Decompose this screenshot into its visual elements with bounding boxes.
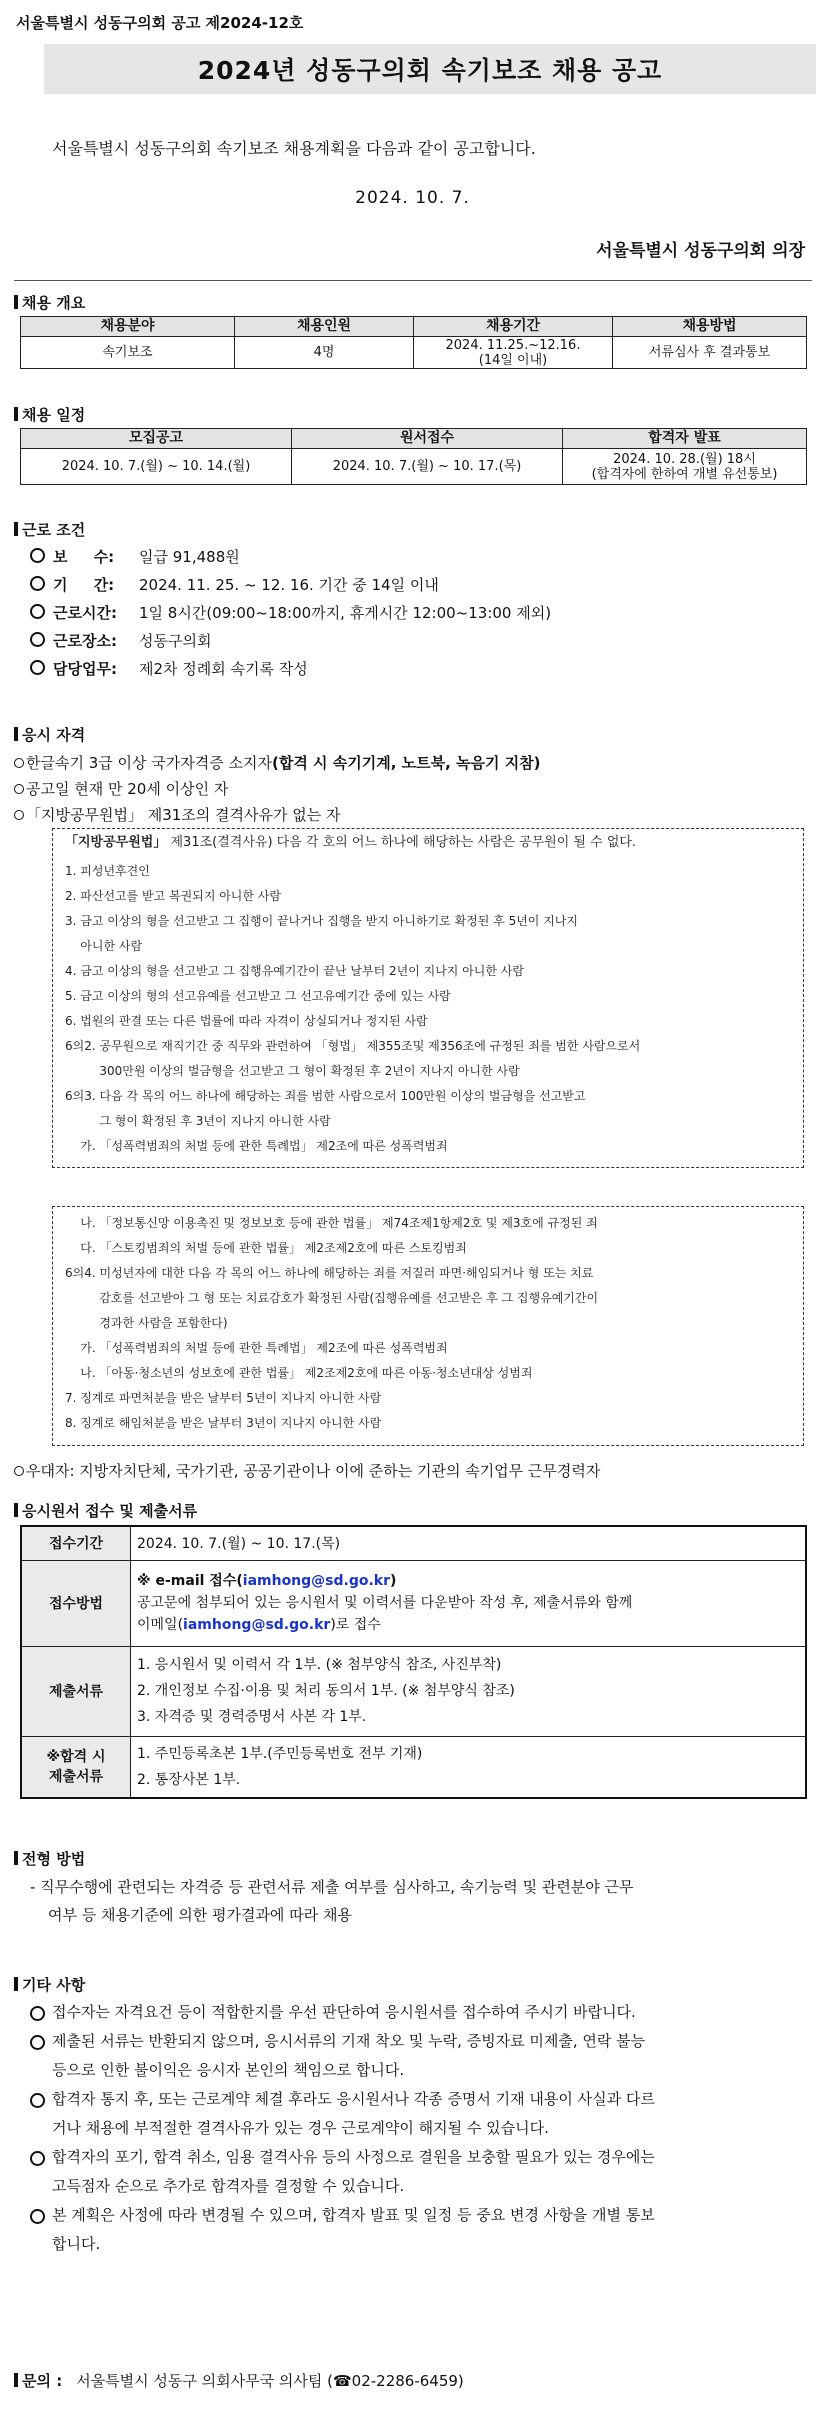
list-line: 합격자의 포기, 합격 취소, 임용 결격사유 등의 사정으로 결원을 보충할 필요가 있는 경우에는 [52,2148,655,2166]
law-line: 가. 「성폭력범죄의 처벌 등에 관한 특례법」 제2조에 따른 성폭력범죄 [65,1139,448,1153]
table-header: 채용방법 [613,317,807,337]
list-item [30,2201,810,2259]
table-cell: 4명 [235,337,414,369]
circle-bullet-icon [14,810,24,820]
row-label-line: ※합격 시 [46,1748,106,1765]
table-header: 채용분야 [21,317,235,337]
list-line: 본 계획은 사정에 따라 변경될 수 있으며, 합격자 발표 및 일정 등 중요 변경 사항을 개별 통보 [52,2206,655,2224]
list-line: 제출된 서류는 반환되지 않으며, 응시서류의 기재 착오 및 누락, 증빙자료 미제출, 연락 불능 [52,2032,646,2050]
law-line: 2. 파산선고를 받고 복권되지 아니한 사람 [65,889,281,903]
method-tail-suffix: )로 접수 [330,1617,381,1633]
schedule-table [20,428,807,485]
law-excerpt-box-1 [52,828,804,1168]
list-line: 접수자는 자격요건 등이 적합한지를 우선 판단하여 응시원서를 접수하여 주시기 바랍니다. [52,2003,636,2021]
condition-row [30,658,308,679]
law-line: 3. 금고 이상의 형을 선고받고 그 집행이 끝나거나 집행을 받지 아니하기로 확정된 후 5년이 지나지 [65,914,578,928]
table-cell: 서류심사 후 결과통보 [613,337,807,369]
condition-value: 1일 8시간(09:00~18:00까지, 휴게시간 12:00~13:00 제외) [139,604,552,622]
row-value [131,1560,807,1646]
method-head: ※ e-mail 접수(iamhong@sd.go.kr) [137,1573,397,1589]
overview-table [20,316,807,369]
row-label: 접수방법 [21,1560,131,1646]
table-header: 채용인원 [235,317,414,337]
qualification-item [14,752,541,773]
law-line: 경과한 사람을 포함한다) [65,1316,228,1330]
condition-key: 근로장소: [53,632,117,650]
method-tail [137,1614,799,1636]
section-heading-conditions: 근로 조건 [14,519,85,540]
selection-line: 여부 등 채용기준에 의한 평가결과에 따라 채용 [48,1906,352,1924]
cell-line: 2024. 11.25.~12.16. [445,337,581,353]
condition-row [30,574,439,595]
section-heading-overview: 채용 개요 [14,292,85,313]
page-title-text: 2024년 성동구의회 속기보조 채용 공고 [197,56,663,85]
list-line: 등으로 인한 불이익은 응시자 본인의 책임으로 합니다. [52,2061,405,2079]
table-cell [414,337,613,369]
preference-text: 우대자: 지방자치단체, 국가기관, 공공기관이나 이에 준하는 기관의 속기업무 근무경력자 [26,1462,601,1480]
circle-bullet-icon [30,632,45,647]
cell-line: (합격자에 한하여 개별 유선통보) [591,466,778,482]
law-line: 300만원 이상의 벌금형을 선고받고 그 형이 확정된 후 2년이 지나지 아니한 사람 [65,1064,520,1078]
doc-line: 3. 자격증 및 경력증명서 사본 각 1부. [137,1709,367,1725]
row-label: 접수기간 [21,1526,131,1560]
circle-bullet-icon [14,758,24,768]
law-intro [65,835,636,851]
table-cell [563,449,807,485]
law-line: 6의3. 다음 각 목의 어느 하나에 해당하는 죄를 범한 사람으로서 100만원 이상의 벌금형을 선고받고 [65,1089,586,1103]
section-heading-etc: 기타 사항 [14,1974,85,1995]
law-line: 1. 피성년후견인 [65,864,150,878]
section-heading-submission: 응시원서 접수 및 제출서류 [14,1500,197,1521]
row-value [131,1736,807,1798]
cell-line: (14일 이내) [478,352,548,368]
list-line: 합격자 통지 후, 또는 근로계약 체결 후라도 응시원서나 각종 증명서 기재 내용이 사실과 다르 [52,2090,655,2108]
section-heading-qualification: 응시 자격 [14,724,85,745]
divider [14,280,812,281]
list-line: 거나 채용에 부적절한 결격사유가 있는 경우 근로계약이 해지될 수 있습니다. [52,2119,549,2137]
list-item [30,2085,810,2143]
law-line: 6의4. 미성년자에 대한 다음 각 목의 어느 하나에 해당하는 죄를 저질러 파면·해임되거나 형 또는 치료 [65,1266,594,1280]
law-intro-text: 제31조(결격사유) 다음 각 호의 어느 하나에 해당하는 사람은 공무원이 될 수 없다. [166,835,637,850]
list-item [30,2143,810,2201]
table-header: 원서접수 [292,429,563,449]
law-line: 나. 「정보통신망 이용촉진 및 정보보호 등에 관한 법률」 제74조제1항제2호 및 제3호에 규정된 죄 [65,1216,598,1230]
page-title [44,44,816,94]
doc-line: 2. 개인정보 수집·이용 및 처리 동의서 1부. (※ 첨부양식 참조) [137,1683,515,1699]
qualification-note: (합격 시 속기기계, 노트북, 녹음기 지참) [271,754,541,772]
condition-value: 2024. 11. 25. ~ 12. 16. 기간 중 14일 이내 [139,576,439,594]
table-cell: 2024. 10. 7.(월) ~ 10. 17.(목) [292,449,563,485]
signer: 서울특별시 성동구의회 의장 [596,241,805,261]
table-cell: 2024. 10. 7.(월) ~ 10. 14.(월) [21,449,292,485]
notice-number: 서울특별시 성동구의회 공고 제2024-12호 [16,14,304,32]
table-header: 모집공고 [21,429,292,449]
condition-value: 제2차 정례회 속기록 작성 [139,660,308,678]
law-line: 8. 징계로 해임처분을 받은 날부터 3년이 지나지 아니한 사람 [65,1416,382,1430]
method-tail-prefix: 이메일( [137,1617,184,1633]
condition-value: 성동구의회 [139,632,212,650]
qualification-text: 공고일 현재 만 20세 이상인 자 [26,780,229,798]
law-line: 6. 법원의 판결 또는 다른 법률에 따라 자격이 상실되거나 정지된 사람 [65,1014,428,1028]
etc-list [30,1998,810,2259]
method-body: 공고문에 첨부되어 있는 응시원서 및 이력서를 다운받아 작성 후, 제출서류와 함께 [137,1595,633,1611]
list-item [30,2027,810,2085]
circle-bullet-icon [30,2209,45,2224]
condition-key: 담당업무: [53,660,117,678]
row-label-line: 제출서류 [48,1768,104,1785]
contact-text: 서울특별시 성동구 의회사무국 의사팀 (☎02-2286-6459) [76,2372,464,2390]
circle-bullet-icon [30,660,45,675]
list-line: 고득점자 순으로 추가로 합격자를 결정할 수 있습니다. [52,2177,405,2195]
law-line: 나. 「아동·청소년의 성보호에 관한 법률」 제2조제2호에 따른 아동·청소년대상 성범죄 [65,1366,533,1380]
table-header: 합격자 발표 [563,429,807,449]
preference-item [14,1460,600,1481]
notice-date: 2024. 10. 7. [355,188,470,208]
condition-row [30,630,211,651]
law-line: 6의2. 공무원으로 재직기간 중 직무와 관련하여 「형법」 제355조및 제356조에 규정된 죄를 범한 사람으로서 [65,1039,641,1053]
condition-row [30,602,551,623]
qualification-text: 「지방공무원법」 제31조의 결격사유가 없는 자 [26,806,341,824]
doc-line: 1. 응시원서 및 이력서 각 1부. (※ 첨부양식 참조, 사진부착) [137,1657,502,1673]
list-item [30,1998,810,2027]
circle-bullet-icon [14,1466,24,1476]
contact [14,2370,464,2391]
doc-line: 2. 통장사본 1부. [137,1771,241,1788]
law-line: 그 형이 확정된 후 3년이 지나지 아니한 사람 [65,1114,331,1128]
email-link[interactable]: iamhong@sd.go.kr [183,1617,331,1633]
method-head-text: ※ e-mail 접수 [137,1573,237,1589]
doc-line: 1. 주민등록초본 1부.(주민등록번호 전부 기재) [137,1745,423,1762]
qualification-text: 한글속기 3급 이상 국가자격증 소지자 [26,754,272,772]
condition-value: 일급 91,488원 [139,548,240,566]
circle-bullet-icon [30,2151,45,2166]
list-line: 합니다. [52,2235,101,2253]
law-line: 가. 「성폭력범죄의 처벌 등에 관한 특례법」 제2조에 따른 성폭력범죄 [65,1341,448,1355]
law-line: 5. 금고 이상의 형의 선고유예를 선고받고 그 선고유예기간 중에 있는 사람 [65,989,451,1003]
circle-bullet-icon [30,2093,45,2108]
condition-row [30,546,240,567]
circle-bullet-icon [30,604,45,619]
row-value [131,1646,807,1736]
condition-key: 근로시간: [53,604,117,622]
email-link[interactable]: iamhong@sd.go.kr [242,1573,391,1589]
law-title: 「지방공무원법」 [65,835,167,850]
table-cell: 속기보조 [21,337,235,369]
contact-label: 문의 : [14,2372,62,2390]
row-label [21,1736,131,1798]
condition-key: 보 수: [53,548,115,566]
selection-line: - 직무수행에 관련되는 자격증 등 관련서류 제출 여부를 심사하고, 속기능력 및 관련분야 근무 [30,1878,634,1896]
section-heading-schedule: 채용 일정 [14,404,85,425]
submission-table [20,1525,807,1799]
law-line: 4. 금고 이상의 형을 선고받고 그 집행유예기간이 끝난 날부터 2년이 지나지 아니한 사람 [65,964,524,978]
qualification-item [14,778,228,799]
circle-bullet-icon [30,2035,45,2050]
circle-bullet-icon [14,784,24,794]
law-line: 감호를 선고받아 그 형 또는 치료감호가 확정된 사람(집행유예를 선고받은 후 그 집행유예기간이 [65,1291,599,1305]
table-header: 채용기간 [414,317,613,337]
law-line: 아니한 사람 [65,939,143,953]
cell-line: 2024. 10. 28.(월) 18시 [613,451,756,467]
circle-bullet-icon [30,576,45,591]
row-value: 2024. 10. 7.(월) ~ 10. 17.(목) [131,1526,807,1560]
qualification-item [14,804,341,825]
law-line: 다. 「스토킹범죄의 처벌 등에 관한 법률」 제2조제2호에 따른 스토킹범죄 [65,1241,467,1255]
circle-bullet-icon [30,548,45,563]
circle-bullet-icon [30,2006,45,2021]
law-line: 7. 징계로 파면처분을 받은 날부터 5년이 지나지 아니한 사람 [65,1391,382,1405]
section-heading-selection: 전형 방법 [14,1848,85,1869]
condition-key: 기 간: [53,576,115,594]
law-excerpt-box-2 [52,1206,804,1446]
intro-text: 서울특별시 성동구의회 속기보조 채용계획을 다음과 같이 공고합니다. [52,139,536,158]
row-label: 제출서류 [21,1646,131,1736]
